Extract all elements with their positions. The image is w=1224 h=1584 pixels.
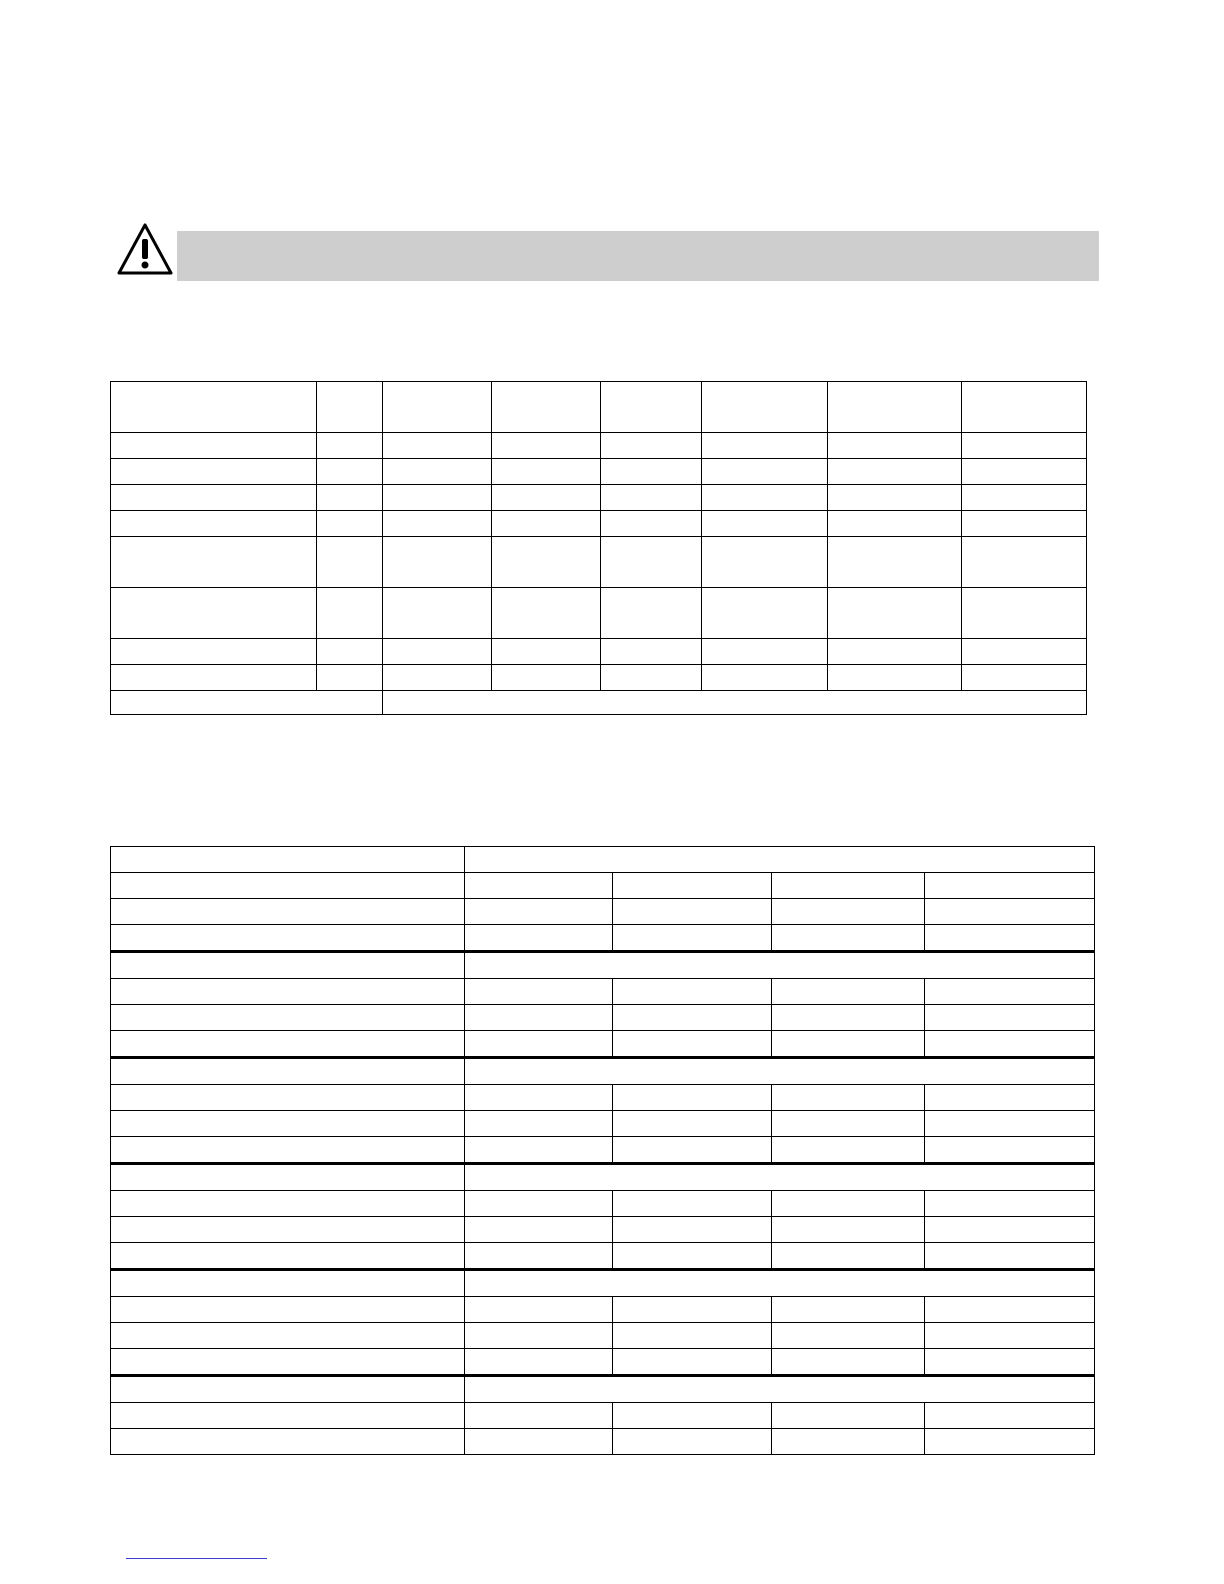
table-row: [111, 979, 1095, 1005]
group-header-row: [111, 1270, 1095, 1297]
table-row: [111, 537, 1087, 588]
table-row: [111, 899, 1095, 925]
table-row: [111, 1111, 1095, 1137]
group-header-row: [111, 1058, 1095, 1085]
table-row: [111, 511, 1087, 537]
table-row: [111, 459, 1087, 485]
table-row: [111, 1349, 1095, 1376]
warning-banner: [177, 231, 1099, 281]
table-row: [111, 1429, 1095, 1455]
table-row: [111, 925, 1095, 952]
table-row: [111, 1137, 1095, 1164]
warning-triangle-icon: [116, 222, 174, 276]
table-footer-row: [111, 691, 1087, 715]
table-row: [111, 639, 1087, 665]
table-row: [111, 1005, 1095, 1031]
table-row: [111, 1403, 1095, 1429]
footer-link-underline: [126, 1558, 267, 1559]
group-header-row: [111, 1164, 1095, 1191]
table-header-row: [111, 382, 1087, 433]
table-row: [111, 1243, 1095, 1270]
group-header-row: [111, 1376, 1095, 1403]
table-row: [111, 1217, 1095, 1243]
table-row: [111, 665, 1087, 691]
table-row: [111, 588, 1087, 639]
group-header-row: [111, 847, 1095, 873]
table-row: [111, 485, 1087, 511]
table-row: [111, 433, 1087, 459]
table-row: [111, 1323, 1095, 1349]
table-row: [111, 1191, 1095, 1217]
table-row: [111, 873, 1095, 899]
table-row: [111, 1297, 1095, 1323]
group-header-row: [111, 952, 1095, 979]
settings-table: [110, 846, 1095, 1455]
specification-table: [110, 381, 1087, 715]
table-row: [111, 1031, 1095, 1058]
table-row: [111, 1085, 1095, 1111]
